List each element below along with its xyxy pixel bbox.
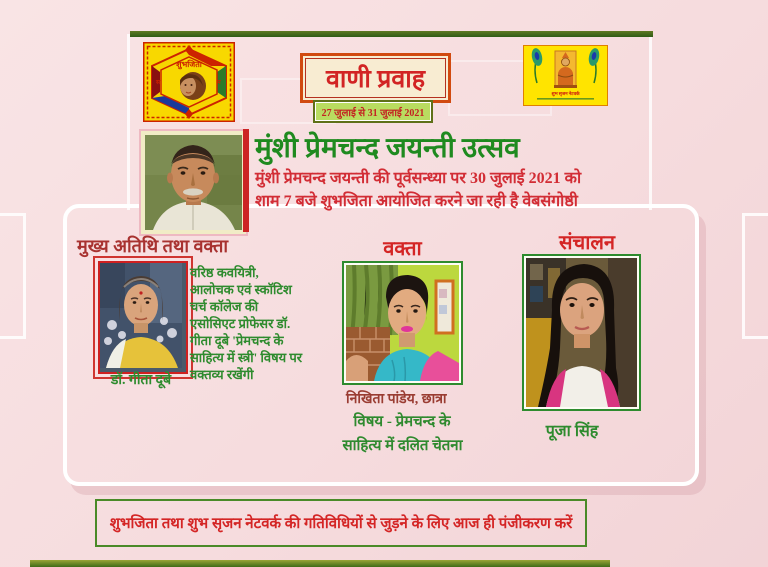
premchand-portrait-graphic [145, 135, 242, 230]
pooja-singh-caption: पूजा सिंह [545, 423, 599, 440]
speaker-topic-line1: विषय - प्रेमचन्द के [353, 414, 451, 430]
event-heading: मुंशी प्रेमचन्द जयन्ती उत्सव [255, 133, 520, 164]
registration-text: शुभजिता तथा शुभ सृजन नेटवर्क की गतिविधियों से जुड़ने के लिए आज ही पंजीकरण करें [109, 516, 573, 532]
svg-text:स: स [156, 80, 161, 86]
speaker-heading: वक्ता [383, 238, 422, 260]
top-green-bar [130, 31, 653, 37]
title-banner [300, 53, 451, 103]
geeta-dube-photo [98, 261, 188, 374]
nikhita-pandey-photo-graphic [346, 265, 459, 381]
bottom-green-bar [30, 560, 610, 567]
date-range: 27 जुलाई से 31 जुलाई 2021 [321, 107, 425, 119]
date-banner [313, 100, 433, 123]
event-detail [255, 167, 581, 213]
speaker-topic-line2: साहित्य में दलित चेतना [342, 438, 463, 454]
decor-line [649, 34, 652, 210]
pooja-singh-photo-graphic [526, 258, 637, 407]
chief-guest-heading: मुख्य अतिथि तथा वक्ता [77, 236, 229, 256]
shubhajita-logo [143, 42, 235, 122]
geeta-dube-bio: वरिष्ठ कवयित्री, आलोचक एवं स्कॉटिश चर्च कॉलेज की एसोसिएट प्रोफेसर डॉ. गीता दूबे 'प्रेमचन्द के साहित्य में स्त्री' विषय पर वक्तव्य रखेंगी [190, 265, 303, 382]
svg-text:म: म [217, 80, 221, 86]
host-heading: संचालन [558, 232, 616, 254]
poster-title: वाणी प्रवाह [325, 66, 426, 93]
registration-banner [95, 499, 587, 547]
nikhita-pandey-photo [342, 261, 463, 385]
geeta-dube-caption: डॉ. गीता दूबे [110, 373, 172, 388]
event-detail-line1: मुंशी प्रेमचन्द जयन्ती की पूर्वसन्ध्या पर 30 जुलाई 2021 को [255, 170, 582, 187]
red-accent-bar [243, 129, 249, 232]
decor-rect [742, 213, 768, 339]
shubh-srijan-network-logo [523, 45, 608, 106]
shubhajita-logo-graphic [143, 42, 235, 122]
pooja-singh-photo [522, 254, 641, 411]
shubh-srijan-logo-graphic [523, 45, 608, 106]
svg-text:शुभ सृजन नेटवर्क: शुभ सृजन नेटवर्क [551, 91, 580, 96]
decor-rect [0, 213, 26, 339]
premchand-portrait [141, 131, 246, 234]
decor-line [127, 34, 130, 210]
event-detail-line2: शाम 7 बजे शुभजिता आयोजित करने जा रही है वेबसंगोष्ठी [255, 193, 578, 210]
geeta-dube-photo-graphic [100, 263, 182, 368]
svg-text:शुभजिता: शुभजिता [176, 60, 202, 69]
nikhita-pandey-caption: निखिता पांडेय, छात्रा [346, 392, 447, 407]
